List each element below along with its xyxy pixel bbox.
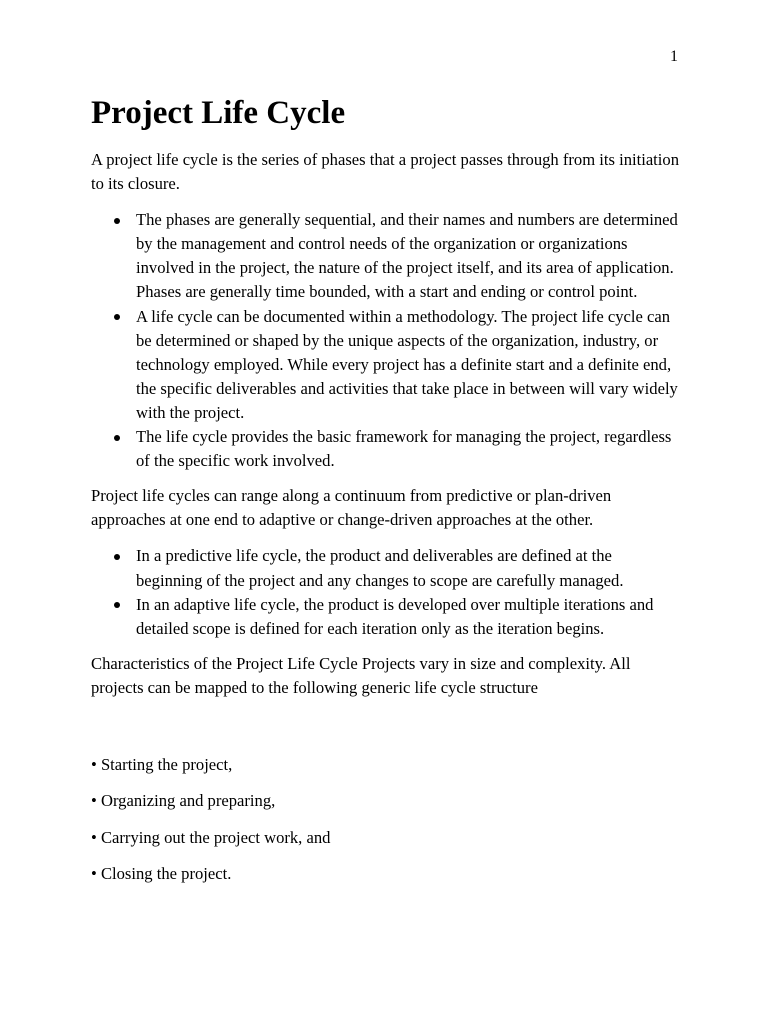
- bullet-text: A life cycle can be documented within a methodology. The project life cycle can be determined or shaped by the unique aspects of the organization, industry, or technology employed. While every project has a definite start and a definite end, the specific deliverables and activities that take place in between will vary widely with the project.: [136, 306, 678, 422]
- intro-bullet-list: [91, 208, 681, 473]
- characteristics-paragraph: Characteristics of the Project Life Cycle Projects vary in size and complexity. All projects can be mapped to the following generic life cycle structure: [91, 653, 631, 697]
- bullet-item: [91, 425, 681, 473]
- life-cycle-structure-list: [91, 753, 681, 886]
- structure-item: • Carrying out the project work, and: [91, 827, 331, 847]
- page-number: 1: [670, 48, 678, 65]
- bullet-text: In a predictive life cycle, the product and deliverables are defined at the beginning of the project and any changes to scope are carefully managed.: [136, 546, 624, 590]
- structure-item: • Organizing and preparing,: [91, 791, 276, 811]
- bullet-text: In an adaptive life cycle, the product is developed over multiple iterations and detailed scope is defined for each iteration only as the iteration begins.: [136, 594, 654, 638]
- bullet-item: [91, 544, 681, 592]
- bullet-dot-icon: [114, 218, 120, 224]
- bullet-item: [91, 593, 681, 641]
- document-body: [91, 93, 681, 899]
- continuum-bullet-list: [91, 544, 681, 640]
- bullet-dot-icon: [114, 554, 120, 560]
- bullet-dot-icon: [114, 435, 120, 441]
- document-title: Project Life Cycle: [91, 95, 346, 131]
- bullet-dot-icon: [114, 314, 120, 320]
- bullet-dot-icon: [114, 602, 120, 608]
- structure-item: • Starting the project,: [91, 754, 233, 774]
- intro-paragraph: A project life cycle is the series of phases that a project passes through from its initiation to its closure.: [91, 150, 680, 194]
- continuum-paragraph: Project life cycles can range along a continuum from predictive or plan-driven approaches at one end to adaptive or change-driven approaches at the other.: [91, 486, 612, 530]
- bullet-text: The phases are generally sequential, and their names and numbers are determined by the management and control needs of the organization or organizations involved in the project, the nature of the project itself, and its area of application. Phases are generally time bounded, with a start and ending or control point.: [136, 210, 678, 302]
- bullet-text: The life cycle provides the basic framework for managing the project, regardless of the specific work involved.: [136, 427, 672, 471]
- bullet-item: [91, 305, 681, 425]
- bullet-item: [91, 208, 681, 304]
- structure-item: • Closing the project.: [91, 864, 232, 884]
